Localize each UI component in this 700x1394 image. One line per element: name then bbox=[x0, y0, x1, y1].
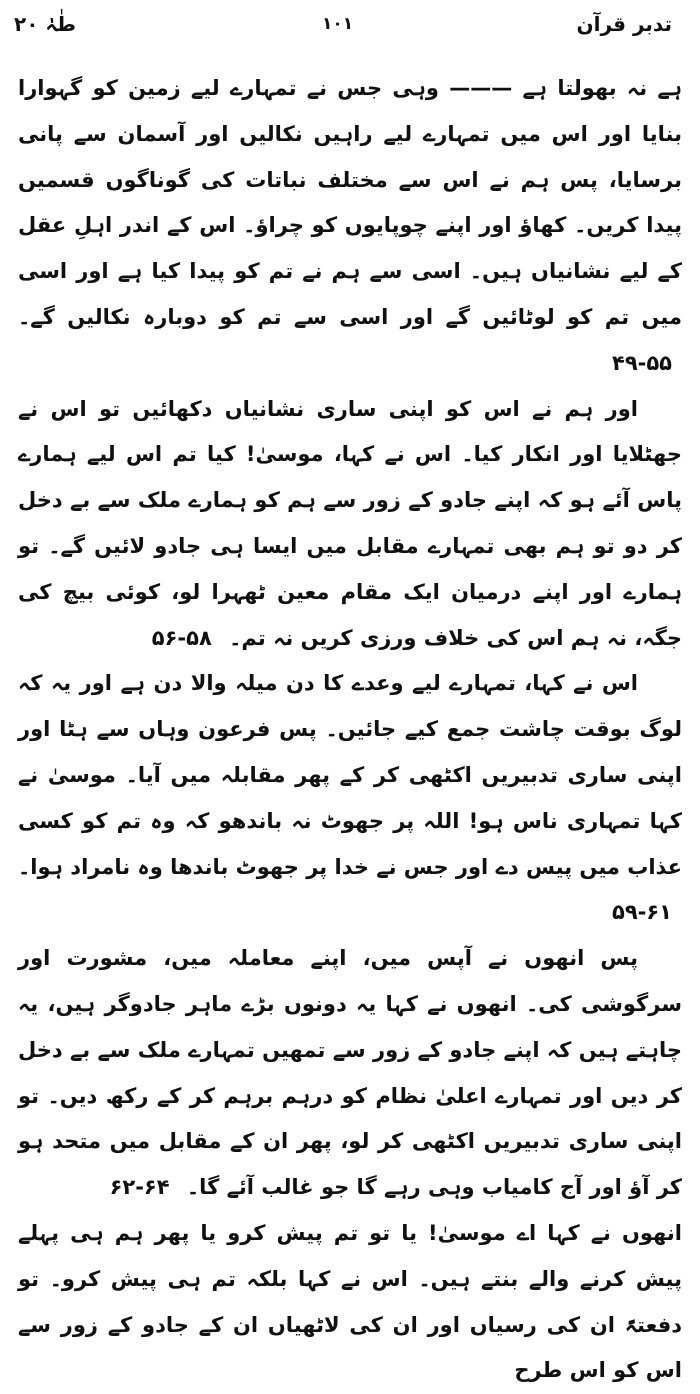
paragraph-1 bbox=[18, 66, 682, 387]
paragraph-2 bbox=[18, 387, 682, 662]
verse-reference bbox=[504, 1358, 514, 1382]
verse-reference: ۴۹-۵۵ bbox=[612, 350, 672, 375]
paragraph-text: اور ہم نے اس کو اپنی ساری نشانیاں دکھائیں تو اس نے جھٹلایا اور انکار کیا۔ اس نے کہا، موسیٰ! کیا تم اس لیے ہمارے پاس آئے ہو کہ اپنے جادو کے زور سے ہم کو ہمارے ملک سے بے دخل کر دو تو ہم بھی تمہارے مقابل میں ایسا ہی جادو لائیں گے۔ تو ہمارے اور اپنے درمیان ایک مقام معین ٹھہرا لو، کوئی بیچ کی جگہ، نہ ہم اس کی خلاف ورزی کریں نہ تم۔ bbox=[18, 396, 682, 650]
translation-body bbox=[18, 66, 682, 1394]
book-title: تدبر قرآن bbox=[576, 12, 672, 36]
page-header bbox=[0, 0, 700, 58]
paragraph-text: ہے نہ بھولتا ہے ——— وہی جس نے تمہارے لیے زمین کو گہوارا بنایا اور اس میں تمہارے لیے راہیں نکالیں اور آسمان سے پانی برسایا، پس ہم نے اس سے مختلف نباتات کی گوناگوں قسمیں پیدا کریں۔ کھاؤ اور اپنے چوپایوں کو چراؤ۔ اس کے اندر اہلِ عقل کے لیے نشانیاں ہیں۔ اسی سے ہم نے تم کو پیدا کیا ہے اور اسی میں تم کو لوٹائیں گے اور اسی سے تم کو دوبارہ نکالیں گے۔ bbox=[18, 76, 682, 329]
paragraph-text: اس نے کہا، تمہارے لیے وعدے کا دن میلہ والا دن ہے اور یہ کہ لوگ بوقت چاشت جمع کیے جائیں۔ پس فرعون وہاں سے ہٹا اور اپنی ساری تدبیریں اکٹھی کر کے پھر مقابلہ میں آیا۔ موسیٰ نے کہا تمہاری ناس ہو! اللہ پر جھوٹ نہ باندھو کہ وہ تم کو کسی عذاب میں پیس دے اور جس نے خدا پر جھوٹ باندھا وہ نامراد ہوا۔ bbox=[18, 671, 682, 879]
verse-reference: ۵۶-۵۸ bbox=[151, 625, 212, 650]
paragraph-4 bbox=[18, 936, 682, 1211]
paragraph-text: انھوں نے کہا اے موسیٰ! یا تو تم پیش کرو یا پھر ہم ہی پہلے پیش کرنے والے بنتے ہیں۔ اس نے کہا بلکہ تم ہی پیش کرو۔ تو دفعتہً ان کی رسیاں اور ان کی لاٹھیاں ان کے جادو کے زور سے اس کو اس طرح bbox=[18, 1220, 682, 1383]
surah-reference: طٰہٰ ۲۰ bbox=[14, 12, 76, 36]
paragraph-3 bbox=[18, 661, 682, 936]
paragraph-5 bbox=[18, 1211, 682, 1394]
verse-reference: ۵۹-۶۱ bbox=[612, 900, 672, 925]
page-number: ۱۰۱ bbox=[322, 14, 354, 34]
paragraph-text: پس انھوں نے آپس میں، اپنے معاملہ میں، مشورت اور سرگوشی کی۔ انھوں نے کہا یہ دونوں بڑے ماہر جادوگر ہیں، یہ چاہتے ہیں کہ اپنے جادو کے زور سے تمھیں تمہارے ملک سے بے دخل کر دیں اور تمہارے اعلیٰ نظام کو درہم برہم کر کے رکھ دیں۔ تو اپنی ساری تدبیریں اکٹھی کر لو، پھر ان کے مقابل میں متحد ہو کر آؤ اور آج کامیاب وہی رہے گا جو غالب آئے گا۔ bbox=[18, 946, 682, 1200]
verse-reference: ۶۲-۶۴ bbox=[109, 1175, 170, 1200]
